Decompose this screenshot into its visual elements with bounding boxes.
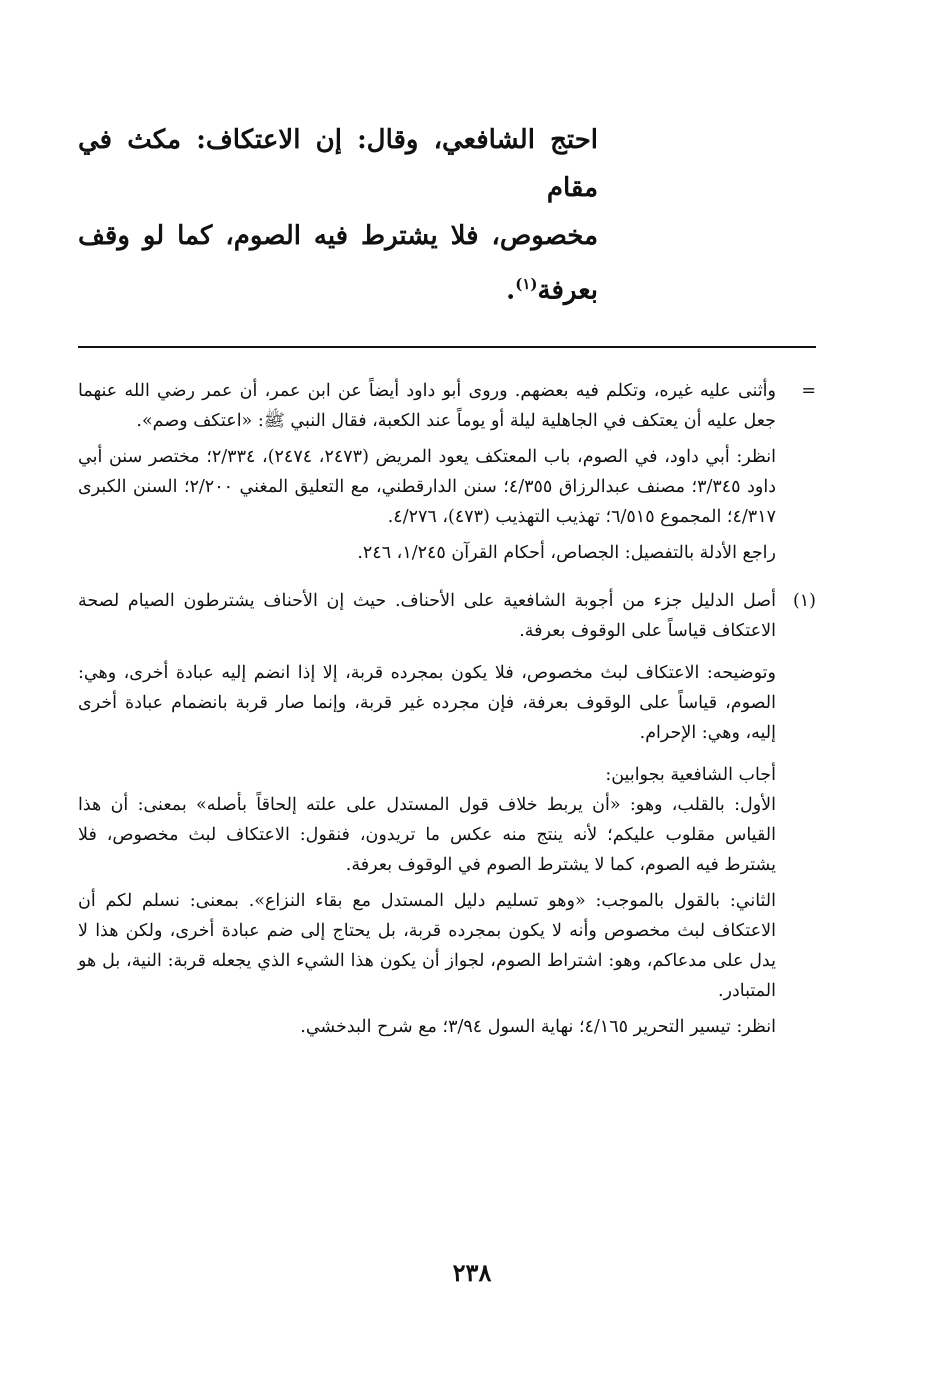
main-text <box>78 116 598 315</box>
continuation-see-also: راجع الأدلة بالتفصيل: الجصاص، أحكام القرآن ١/٢٤٥، ٢٤٦. <box>357 543 776 563</box>
main-text-line-2-end: . <box>506 275 516 306</box>
footnotes <box>78 376 816 1042</box>
footnote-continuation <box>78 376 816 568</box>
page-number: ٢٣٨ <box>452 1258 492 1287</box>
footnote-1-paragraph-5: الثاني: بالقول بالموجب: «وهو تسليم دليل المستدل مع بقاء النزاع». بمعنى: نسلم لكم أن الاعتكاف لبث مخصوص وأنه لا يكون بمجرده قربة، بل يحتاج إلى ضم عبادة أخرى، ولكن هذا لا يدل على مدعاكم، وهو: اشتراط الصوم، لجواز أن يكون هذا الشيء الذي يجعله قربة: النية، بل هو المتبادر. <box>78 891 776 1001</box>
footnote-1-paragraph-2: وتوضيحه: الاعتكاف لبث مخصوص، فلا يكون بمجرده قربة، إلا إذا انضم إليه عبادة أخرى، وهي: الصوم، قياساً على الوقوف بعرفة، فإن مجرده غير قربة، وإنما صار قربة بانضمام عبادة أخرى إليه، وهي: الإحرام. <box>78 663 776 743</box>
footnote-separator <box>78 346 816 348</box>
continuation-references: انظر: أبي داود، في الصوم، باب المعتكف يعود المريض (٢٤٧٣، ٢٤٧٤)، ٢/٣٣٤؛ مختصر سنن أبي داود ٣/٣٤٥؛ مصنف عبدالرزاق ٤/٣٥٥؛ سنن الدارقطني، مع التعليق المغني ٢/٢٠٠؛ السنن الكبرى ٤/٣١٧؛ المجموع ٦/٥١٥؛ تهذيب التهذيب (٤٧٣)، ٤/٢٧٦. <box>78 447 777 527</box>
footnote-1-paragraph-1: أصل الدليل جزء من أجوبة الشافعية على الأحناف. حيث إن الأحناف يشترطون الصيام لصحة الاعتكاف قياساً على الوقوف بعرفة. <box>78 591 776 641</box>
main-text-line-2 <box>78 212 598 315</box>
footnote-1-paragraph-4: الأول: بالقلب، وهو: «أن يربط خلاف قول المستدل على علته إلحاقاً بأصله» بمعنى: أن هذا القياس مقلوب عليكم؛ لأنه ينتج منه عكس ما تريدون، فنقول: الاعتكاف لبث مخصوص، فلا يشترط فيه الصوم، كما لا يشترط الصوم في الوقوف بعرفة. <box>78 795 776 875</box>
continuation-paragraph-1: وأثنى عليه غيره، وتكلم فيه بعضهم. وروى أبو داود أيضاً عن ابن عمر، أن عمر رضي الله عنهما جعل عليه أن يعتكف في الجاهلية ليلة أو يوماً عند الكعبة، فقال النبي ﷺ: «اعتكف وصم». <box>78 381 776 431</box>
footnote-1-paragraph-6: انظر: تيسير التحرير ٤/١٦٥؛ نهاية السول ٣/٩٤؛ مع شرح البدخشي. <box>300 1017 776 1037</box>
footnote-1-paragraph-3: أجاب الشافعية بجوابين: <box>605 765 776 785</box>
footnote-reference[interactable]: (١) <box>515 275 538 293</box>
footnote-1-marker: (١) <box>792 591 816 611</box>
main-text-line-2-body: مخصوص، فلا يشترط فيه الصوم، كما لو وقف بعرفة <box>78 221 598 306</box>
footnote-1 <box>78 586 816 1042</box>
continuation-marker: = <box>801 381 816 401</box>
main-text-line-1: احتج الشافعي، وقال: إن الاعتكاف: مكث في مقام <box>78 125 598 203</box>
